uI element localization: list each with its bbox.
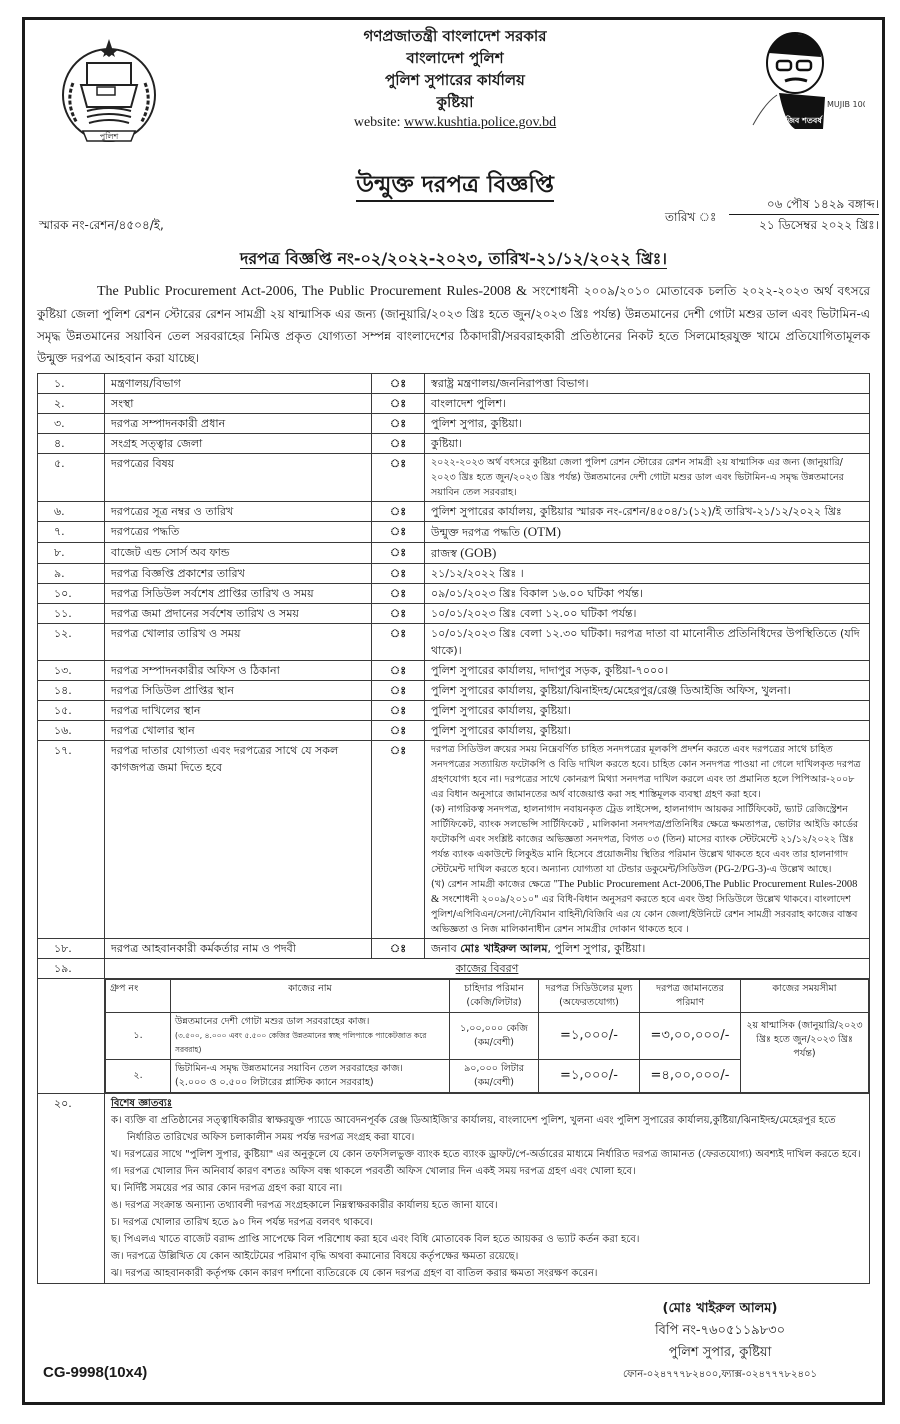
row-number: ২০. (38, 1094, 105, 1284)
officer-designation: , পুলিশ সুপার, কুষ্টিয়া। (547, 942, 646, 955)
work-quantity: ৯০,০০০ লিটার (464, 1063, 524, 1074)
row-label: দরপত্র খোলার স্থান (105, 721, 372, 741)
website-link[interactable]: www.kushtia.police.gov.bd (403, 115, 557, 130)
row-label: দরপত্র সিডিউল সর্বশেষ প্রাপ্তির তারিখ ও সময় (105, 584, 372, 604)
table-row (38, 543, 870, 564)
qualification-para-3-a: (খ) রেশন সামগ্রী কাজের ক্ষেত্রে (431, 879, 551, 890)
row-value-text: পুলিশ সুপার, কুষ্টিয়া। (431, 417, 522, 430)
row-number: ৭. (38, 522, 105, 543)
table-row (38, 604, 870, 624)
mujib-logo-text: মুজিব শতবর্ষ (781, 116, 822, 125)
row-number: ১৬. (38, 721, 105, 741)
row-value-english: (GOB) (460, 545, 497, 560)
date-label: তারিখ ঃ (665, 210, 717, 224)
row-value (425, 454, 870, 502)
date-block (665, 194, 879, 238)
qualification-para-2-end: -এ উল্লেখ আছে। (766, 864, 832, 875)
row-label: দরপত্র সিডিউল প্রাপ্তির স্থান (105, 681, 372, 701)
qualification-pg-code: (PG-2/PG-3) (714, 864, 767, 875)
row-value (425, 434, 870, 454)
row-colon: ঃ (372, 564, 425, 584)
notice-title-text: উন্মুক্ত দরপত্র বিজ্ঞপ্তি (356, 172, 554, 202)
notice-title (245, 170, 665, 200)
table-row (38, 414, 870, 434)
memo-number: স্মারক নং-রেশন/৪৫০৪/ই, (39, 218, 164, 232)
row-value (425, 394, 870, 414)
row-colon: ঃ (372, 681, 425, 701)
row-value (425, 681, 870, 701)
row-number: ১৪. (38, 681, 105, 701)
row-value-text: পুলিশ সুপারের কার্যালয়, কুষ্টিয়ার স্মারক নং-রেশন/৪৫০৪/১(১২)/ই তারিখ-২১/১২/২০২২ খ্রিঃ (431, 505, 842, 518)
row-value-text: উন্মুক্ত দরপত্র পদ্ধতি (431, 526, 520, 539)
header-timeline: কাজের সময়সীমা (741, 980, 869, 1013)
row-label: সংগ্রহ সত্ত্বার জেলা (105, 434, 372, 454)
row-value-text: ১০/০১/২০২৩ খ্রিঃ বেলা ১২.০০ ঘটিকা পর্যন্ত। (431, 607, 637, 620)
intro-paragraph (37, 280, 870, 369)
row-number: ৯. (38, 564, 105, 584)
empty-cell (38, 979, 105, 1094)
gov-name: গণপ্রজাতন্ত্রী বাংলাদেশ সরকার (363, 27, 547, 45)
work-name: উন্নতমানের দেশী গোটা মশুর ডাল সরবরাহের কাজ। (175, 1016, 370, 1027)
row-number: ১৮. (38, 939, 105, 959)
work-name-cell (171, 1060, 450, 1093)
police-emblem-logo (51, 23, 167, 153)
qualification-para-1: দরপত্র সিডিউল ক্রয়ের সময় নিম্নেবর্ণিত চাহিত সনদপত্রের মূলকপি প্রদর্শন করতে এবং দরপত্রের সাথে চাহিত সনদপত্রের সত্যায়িত ফটোকপি ও বিডি দাখিল করতে হবে। চাহিত কোন সনদপত্র পাওয়া না গেলে দাখিলকৃত দরপত্র গ্রহণযোগ্য হবে না। দরপত্রের সাথে কোনরূপ মিথ্যা সনদপত্র দাখিল করলে এবং তা প্রমানিত হলে পিপিআর-২০০৮ এর বিধান অনুসারে জামানতের অর্থ বাজেয়াপ্ত করা সহ শাস্তিমূলক ব্যবস্থা গ্রহণ করা হবে। (431, 744, 861, 800)
intro-bangla: সংশোধনী ২০০৯/২০১০ মোতাবেক চলতি ২০২২-২০২৩ অর্থ বৎসরে কুষ্টিয়া জেলা পুলিশ রেশন স্টোরের রেশন সামগ্রী ২য় ষান্মাসিক এর জন্য (জানুয়ারি/২০২৩ খ্রিঃ হতে জুন/২০২৩ খ্রিঃ পর্যন্ত) উন্নতমানের দেশী গোটা মশুর ডাল এবং ভিটামিন-এ সমৃদ্ধ উন্নতমানের সয়াবিন তেল সরবরাহের নিমিত্ত প্রকৃত যোগ্যতা সম্পন্ন বাংলাদেশের ঠিকাদারী/সরবরাহকারী প্রতিষ্ঠানের নিকট হতে সিলমোহরযুক্ত খামে প্রতিযোগিতামূলক উন্মুক্ত দরপত্র আহবান করা যাচ্ছে। (37, 284, 870, 365)
row-colon: ঃ (372, 454, 425, 502)
row-value (425, 661, 870, 681)
row-label: দরপত্র আহবানকারী কর্মকর্তার নাম ও পদবী (105, 939, 372, 959)
table-row (38, 741, 870, 939)
row-number: ১২. (38, 624, 105, 661)
emblem-text: পুলিশ (99, 132, 119, 141)
row-colon: ঃ (372, 939, 425, 959)
row-number: ২. (38, 394, 105, 414)
work-security-amount: =৪,০০,০০০/- (640, 1060, 741, 1093)
special-note-item: ঙ। দরপত্র সংক্রান্ত অন্যান্য তথ্যাবলী দরপত্র সংগ্রহকালে নিম্নস্বাক্ষরকারীর কার্যালয় হতে জানা যাবে। (111, 1200, 498, 1211)
department-name: বাংলাদেশ পুলিশ (406, 49, 504, 67)
special-note-item: ঘ। নির্দিষ্ট সময়ের পর আর কোন দরপত্র গ্রহণ করা যাবে না। (111, 1183, 343, 1194)
work-security-amount: =৩,০০,০০০/- (640, 1013, 741, 1060)
row-value (425, 584, 870, 604)
tender-info-table (37, 373, 870, 1284)
row-label: দরপত্র জমা প্রদানের সর্বশেষ তারিখ ও সময় (105, 604, 372, 624)
row-colon: ঃ (372, 604, 425, 624)
row-label: মন্ত্রণালয়/বিভাগ (105, 374, 372, 394)
officer-prefix: জনাব (431, 942, 457, 955)
row-colon: ঃ (372, 502, 425, 522)
work-quantity-cell (450, 1060, 539, 1093)
document-code: CG-9998(10x4) (43, 1364, 148, 1381)
row-label: দরপত্র সম্পাদনকারী প্রধান (105, 414, 372, 434)
officer-name: মোঃ খাইরুল আলম (460, 942, 548, 955)
special-note-item: ঝ। দরপত্র আহবানকারী কর্তৃপক্ষ কোন কারণ দর্শানো ব্যতিরেকে যে কোন দরপত্র গ্রহণ বা বাতিল করার ক্ষমতা সংরক্ষণ করেন। (111, 1268, 598, 1279)
row-value (425, 604, 870, 624)
row-colon: ঃ (372, 543, 425, 564)
work-group-no: ২. (106, 1060, 171, 1093)
row-value-text: ২১/১২/২০২২ খ্রিঃ । (431, 567, 524, 580)
special-note-item: ছ। পিএলএ খাতে বাজেট বরাদ্দ প্রাপ্তি সাপেক্ষে বিল পরিশোধ করা হবে এবং বিধি মোতাবেক বিল হতে আয়কর ও ভ্যাট কর্তন করা হবে। (111, 1234, 640, 1245)
row-number: ৩. (38, 414, 105, 434)
work-details-title-text: কাজের বিবরণ (455, 962, 519, 975)
row-label: দরপত্রের সূত্র নম্বর ও তারিখ (105, 502, 372, 522)
row-number: ৫. (38, 454, 105, 502)
document-frame (22, 17, 885, 1405)
date-bangla: ০৬ পৌষ ১৪২৯ বঙ্গাব্দ। (729, 194, 879, 215)
row-label: দরপত্র দাতার যোগ্যতা এবং দরপত্রের সাথে যে সকল কাগজপত্র জমা দিতে হবে (105, 741, 372, 939)
row-number: ৬. (38, 502, 105, 522)
qualification-act-text: "The Public Procurement Act-2006,The Public Procurement Rules-2008 & (431, 879, 858, 905)
table-row (38, 939, 870, 959)
work-details-title (105, 959, 870, 979)
row-number: ১. (38, 374, 105, 394)
signatory-designation: পুলিশ সুপার, কুষ্টিয়া (668, 1345, 772, 1360)
row-number: ১১. (38, 604, 105, 624)
row-value (425, 721, 870, 741)
qualification-para-3 (431, 877, 863, 937)
row-value (425, 624, 870, 661)
signatory-bp-number: বিপি নং-৭৬০৫১১৯৮৩০ (654, 1323, 786, 1338)
table-row (38, 564, 870, 584)
work-details-cell (105, 979, 870, 1094)
reference-line (25, 246, 882, 272)
special-note-item: ক। ব্যক্তি বা প্রতিষ্ঠানের সত্ত্বাধিকারীর স্বাক্ষরযুক্ত প্যাডে আবেদনপূর্বক রেঞ্জ ডিআইজি'র কার্যালয়, বাংলাদেশ পুলিশ, খুলনা এবং পুলিশ সুপারের কার্যালয়,কুষ্টিয়া/ঝিনাইদহ/মেহেরপুর হতে নির্ধারিত তারিখের অফিস চলাকালীন সময় পর্যন্ত দরপত্র সংগ্রহ করা যাবে। (111, 1115, 836, 1143)
district-name: কুষ্টিয়া (436, 93, 474, 111)
row-label: দরপত্রের পদ্ধতি (105, 522, 372, 543)
row-number: ১০. (38, 584, 105, 604)
signature-block (565, 1298, 875, 1386)
date-english: ২১ ডিসেম্বর ২০২২ খ্রিঃ। (759, 218, 879, 232)
table-row (38, 661, 870, 681)
row-label: দরপত্র বিজ্ঞপ্তি প্রকাশের তারিখ (105, 564, 372, 584)
row-number: ৪. (38, 434, 105, 454)
work-timeline: ২য় ষান্মাসিক (জানুয়ারি/২০২৩ খ্রিঃ হতে জুন/২০২৩ খ্রিঃ পর্যন্ত) (741, 1013, 869, 1093)
row-value (425, 543, 870, 564)
table-row (38, 624, 870, 661)
row-colon: ঃ (372, 374, 425, 394)
row-colon: ঃ (372, 434, 425, 454)
row-value-text: পুলিশ সুপারের কার্যালয়, কুষ্টিয়া। (431, 724, 571, 737)
row-value (425, 502, 870, 522)
row-colon: ঃ (372, 584, 425, 604)
row-number: ৮. (38, 543, 105, 564)
row-colon: ঃ (372, 701, 425, 721)
row-colon: ঃ (372, 522, 425, 543)
special-note-item: জ। দরপত্রে উল্লিখিত যে কোন আইটেমের পরিমাণ বৃদ্ধি অথবা কমানোর বিষয়ে কর্তৃপক্ষের ক্ষমতা রয়েছে। (111, 1251, 519, 1262)
signatory-contact: ফোন-০২৪৭৭৭৮২৪০০,ফ্যাক্স-০২৪৭৭৭৮২৪০১ (622, 1369, 818, 1380)
table-row (38, 584, 870, 604)
row-value (425, 741, 870, 939)
special-note-item: খ। দরপত্রের সাথে "পুলিশ সুপার, কুষ্টিয়া" এর অনুকূলে যে কোন তফসিলভুক্ত ব্যাংক হতে ব্যাংক ড্রাফট/পে-অর্ডারের মাধ্যমে নির্ধারিত দরপত্র জামানত (ফেরতযোগ্য) অবশ্যই দাখিল করতে হবে। (111, 1149, 861, 1160)
signatory-name: (মোঃ খাইরুল আলম) (662, 1301, 778, 1316)
work-quantity-cell (450, 1013, 539, 1060)
work-name: ভিটামিন-এ সমৃদ্ধ উন্নতমানের সয়াবিন তেল সরবরাহের কাজ। (175, 1063, 403, 1074)
row-colon: ঃ (372, 624, 425, 661)
intro-english: The Public Procurement Act-2006, The Public Procurement Rules-2008 & (97, 284, 528, 299)
qualification-para-3-b: সংশোধনী ২০০৯/২০১০" এর বিধি-বিধান অনুসরণ করতে হবে এবং উহা সিডিউলে উল্লেখ থাকবে। বাংলাদেশ পুলিশ/এপিবিএন/সেনা/নৌ/বিমান বাহিনী/বিজিবি এর যে কোন জেলা/ইউনিটে রেশন সামগ্রী সরবরাহ কাজের বাস্তব অভিজ্ঞতা ও নিজ মালিকানাধীন রেশন সামগ্রীর দোকান থাকতে হবে । (431, 894, 858, 935)
row-value (425, 564, 870, 584)
row-value-text: রাজস্ব (431, 547, 457, 560)
website-label: website: (353, 115, 401, 130)
row-label: দরপত্র খোলার তারিখ ও সময় (105, 624, 372, 661)
row-number: ১৩. (38, 661, 105, 681)
row-colon: ঃ (372, 661, 425, 681)
header-work-name: কাজের নাম (171, 980, 450, 1013)
footer-area (25, 1292, 882, 1402)
work-details-row (38, 979, 870, 1094)
row-value-text: ২০২২-২০২৩ অর্থ বৎসরে কুষ্টিয়া জেলা পুলিশ রেশন স্টোরের রেশন সামগ্রী ২য় ষান্মাসিক এর জন্য (জানুয়ারি/২০২৩ খ্রিঃ হতে জুন/২০২৩ খ্রিঃ পর্যন্ত) উন্নতমানের দেশী গোটা মশুর ডাল এবং ভিটামিন-এ সমৃদ্ধ উন্নতমানের সয়াবিন তেল সরবরাহ। (431, 457, 844, 498)
row-colon: ঃ (372, 414, 425, 434)
row-label: সংস্থা (105, 394, 372, 414)
qualification-para-2 (431, 802, 863, 877)
row-value-text: ০৯/০১/২০২৩ খ্রিঃ বিকাল ১৬.০০ ঘটিকা পর্যন্ত। (431, 587, 643, 600)
row-value-text: পুলিশ সুপারের কার্যালয়, কুষ্টিয়া/ঝিনাইদহ/মেহেরপুর/রেঞ্জ ডিআইজি অফিস, খুলনা। (431, 684, 791, 697)
row-value-text: বাংলাদেশ পুলিশ। (431, 397, 506, 410)
row-label: দরপত্র সম্পাদনকারীর অফিস ও ঠিকানা (105, 661, 372, 681)
reference-text: দরপত্র বিজ্ঞপ্তি নং-০২/২০২২-২০২৩, তারিখ-২১/১২/২০২২ খ্রিঃ। (239, 249, 668, 268)
qualification-para-2-text: (ক) নাগরিকত্ব সনদপত্র, হালনাগাদ নবায়নকৃত ট্রেড লাইসেন্স, হালনাগাদ আয়কর সার্টিফিকেট, ভ্যাট রেজিস্ট্রেশন সার্টিফিকেট, ব্যাংক সলভেন্সি সার্টিফিকেট , মালিকানা সনদপত্র/প্রতিনিধির ক্ষেত্রে ক্ষমতাপত্র, ভোটার আইডি কার্ডের ফটোকপি এবং সংশ্লিষ্ট কাজের অভিজ্ঞতা সনদপত্র, বিগত ০৩ (তিন) মাসের ব্যাংক স্টেটমেন্টে ২১/১২/২০২২ খ্রিঃ পর্যন্ত ব্যাংক একাউন্টে লিকুইড মানি হিসেবে প্রয়োজনীয় স্থিতির পরিমান উল্লেখ থাকতে হবে এবং তার হালনাগাদ স্টেটমেন্ট দাখিল করতে হবে। অন্যান্য যোগ্যতা যা টেন্ডার ডকুমেন্ট/সিডিউল (431, 804, 859, 875)
work-note: (৩.৫০০, ৪.০০০ এবং ৫.৫০০ কেজির উন্নতমানের স্বচ্ছ পলিপ্যাকে প্যাকেটজাত করে সরবরাহ) (175, 1031, 427, 1054)
office-name: পুলিশ সুপারের কার্যালয় (385, 71, 525, 89)
mujib100-logo-text: MUJIB 100 (827, 100, 865, 109)
table-row (38, 394, 870, 414)
work-item-row (106, 1013, 869, 1060)
work-quantity: ১,০০,০০০ কেজি (460, 1023, 528, 1034)
table-row (38, 502, 870, 522)
row-value-text: পুলিশ সুপারের কার্যালয়, দাদাপুর সড়ক, কুষ্টিয়া-৭০০০। (431, 664, 669, 677)
row-value-text: স্বরাষ্ট্র মন্ত্রণালয়/জননিরাপত্তা বিভাগ। (431, 377, 589, 390)
row-value (425, 414, 870, 434)
work-quantity-note: (কম/বেশী) (473, 1037, 514, 1048)
work-details-table (105, 979, 869, 1093)
row-colon: ঃ (372, 721, 425, 741)
row-number: ১৫. (38, 701, 105, 721)
special-notes-title: বিশেষ জ্ঞাতব্যঃ (111, 1098, 173, 1109)
row-number: ১৯. (38, 959, 105, 979)
table-row (38, 959, 870, 979)
row-label: বাজেট এন্ড সোর্স অব ফান্ড (105, 543, 372, 564)
table-row (38, 721, 870, 741)
table-row (38, 1094, 870, 1284)
row-value (425, 374, 870, 394)
table-row (38, 701, 870, 721)
row-colon: ঃ (372, 394, 425, 414)
row-value (425, 701, 870, 721)
row-value-english: (OTM) (523, 524, 561, 539)
work-group-no: ১. (106, 1013, 171, 1060)
work-quantity-note: (কম/বেশী) (473, 1077, 514, 1088)
table-row (38, 434, 870, 454)
row-label: দরপত্রের বিষয় (105, 454, 372, 502)
header-area (25, 20, 882, 280)
special-note-item: চ। দরপত্র খোলার তারিখ হতে ৯০ দিন পর্যন্ত দরপত্র বলবৎ থাকবে। (111, 1217, 373, 1228)
row-value-text: কুষ্টিয়া। (431, 437, 463, 450)
table-row (38, 374, 870, 394)
table-row (38, 681, 870, 701)
work-schedule-price: =১,০০০/- (539, 1060, 640, 1093)
row-number: ১৭. (38, 741, 105, 939)
work-schedule-price: =১,০০০/- (539, 1013, 640, 1060)
website-line (225, 113, 685, 133)
header-schedule-price: দরপত্র সিডিউলের মূল্য (অফেরতযোগ্য) (539, 980, 640, 1013)
letterhead (225, 25, 685, 133)
row-colon: ঃ (372, 741, 425, 939)
table-row (38, 522, 870, 543)
special-notes (105, 1094, 870, 1284)
header-security-amount: দরপত্র জামানতের পরিমাণ (640, 980, 741, 1013)
table-row (38, 454, 870, 502)
work-note: (২.০০০ ও ০.৫০০ লিটারের প্লাস্টিক ক্যানে সরবরাহ) (175, 1077, 374, 1088)
row-value (425, 939, 870, 959)
header-group-no: গ্রুপ নং (106, 980, 171, 1013)
work-name-cell (171, 1013, 450, 1060)
header-quantity: চাহিদার পরিমান (কেজি/লিটার) (450, 980, 539, 1013)
row-value-text: ১০/০১/২০২৩ খ্রিঃ বেলা ১২.৩০ ঘটিকা। দরপত্র দাতা বা মানোনীত প্রতিনিধিদের উপস্থিতিতে (যদি থাকে)। (431, 627, 860, 657)
work-header-row (106, 980, 869, 1013)
row-label: দরপত্র দাখিলের স্থান (105, 701, 372, 721)
special-note-item: গ। দরপত্র খোলার দিন অনিবার্য কারণ বশতঃ অফিস বন্ধ থাকলে পরবর্তী অফিস খোলার দিন একই সময় দরপত্র গ্রহণ এবং খোলা হবে। (111, 1166, 636, 1177)
mujib-100-logo (745, 23, 865, 133)
row-value (425, 522, 870, 543)
row-value-text: পুলিশ সুপারের কার্যালয়, কুষ্টিয়া। (431, 704, 571, 717)
